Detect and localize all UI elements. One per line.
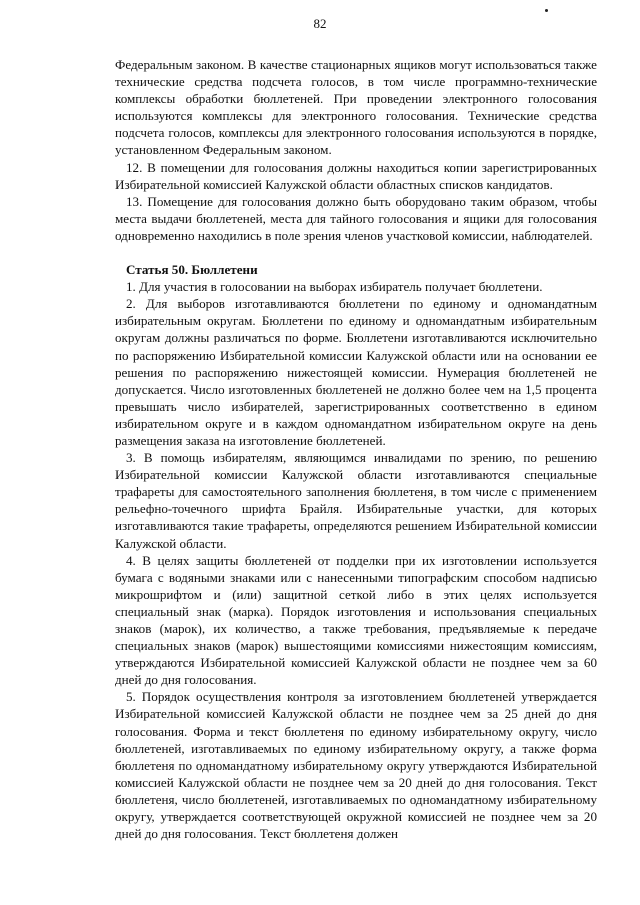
- article-50-title: Статья 50. Бюллетени: [126, 262, 258, 278]
- page-number: 82: [313, 16, 327, 31]
- article-paragraph-1: 1. Для участия в голосовании на выборах избиратель получает бюллетени.: [126, 279, 543, 295]
- paragraph-13: 13. Помещение для голосования должно быть оборудовано таким образом, чтобы места выдачи бюллетеней, места для тайного голосования и ящики для голосования одновременно находились в поле зрения членов участковой комиссии, наблюдателей.: [115, 193, 597, 243]
- paragraph-12: 12. В помещении для голосования должны находиться копии зарегистрированных Избирательной комиссией Калужской области областных списков кандидатов.: [115, 159, 597, 192]
- document-body: [115, 56, 597, 842]
- section-spacer: [115, 244, 597, 261]
- article-paragraph-3: 3. В помощь избирателям, являющимся инвалидами по зрению, по решению Избирательной комиссии Калужской области изготавливаются специальные трафареты для самостоятельного заполнения бюллетеня, в том числе с применением рельефно-точечного шрифта Брайля. Избирательные участки, для которых изготавливаются такие трафареты, определяются решением Избирательной комиссии Калужской области.: [115, 450, 597, 551]
- article-paragraph-4: 4. В целях защиты бюллетеней от подделки при их изготовлении используется бумага с водяными знаками или с нанесенными типографским способом надписью микрошрифтом и (или) защитной сеткой либо в этих целях используется специальный знак (марка). Порядок изготовления и использования специальных знаков (марок), их количество, а также требования, предъявляемые к передаче специальных знаков (марок) вышестоящими комиссиями нижестоящим комиссиям, утверждаются Избирательной комиссией Калужской области не позднее чем за 60 дней до дня голосования.: [115, 552, 597, 688]
- article-paragraph-5: 5. Порядок осуществления контроля за изготовлением бюллетеней утверждается Избирательной комиссией Калужской области не позднее чем за 25 дней до дня голосования. Форма и текст бюллетеня по единому избирательному округу, число бюллетеней, изготавливаемых по единому избирательному округу, а также форма бюллетеня по одномандатному избирательному округу утверждаются Избирательной комиссией Калужской области не позднее чем за 20 дней до дня голосования. Текст бюллетеня, число бюллетеней, изготавливаемых по одномандатному избирательному округу, утверждается соответствующей окружной комиссией не позднее чем за 20 дней до дня голосования. Текст бюллетеня должен: [115, 689, 597, 842]
- article-paragraph-2: 2. Для выборов изготавливаются бюллетени по единому и одномандатным избирательным округам. Бюллетени по единому и одномандатным избирательным округам должны различаться по форме. Бюллетени изготавливаются исключительно по распоряжению Избирательной комиссии Калужской области или на основании ее решения по распоряжению нижестоящей комиссии. Нумерация бюллетеней не допускается. Число изготовленных бюллетеней не должно более чем на 1,5 процента превышать число избирателей, зарегистрированных соответственно в едином избирательном округе и в каждом одномандатном избирательном округе на день размещения заказа на изготовление бюллетеней.: [115, 296, 597, 448]
- paragraph-continuation: Федеральным законом. В качестве стационарных ящиков могут использоваться также технические средства подсчета голосов, в том числе программно-технические комплексы обработки бюллетеней. При проведении электронного голосования используются комплексы для электронного голосования. Технические средства подсчета голосов, комплексы для электронного голосования используются в порядке, установленном Федеральным законом.: [115, 57, 597, 158]
- scan-speck: [545, 9, 548, 12]
